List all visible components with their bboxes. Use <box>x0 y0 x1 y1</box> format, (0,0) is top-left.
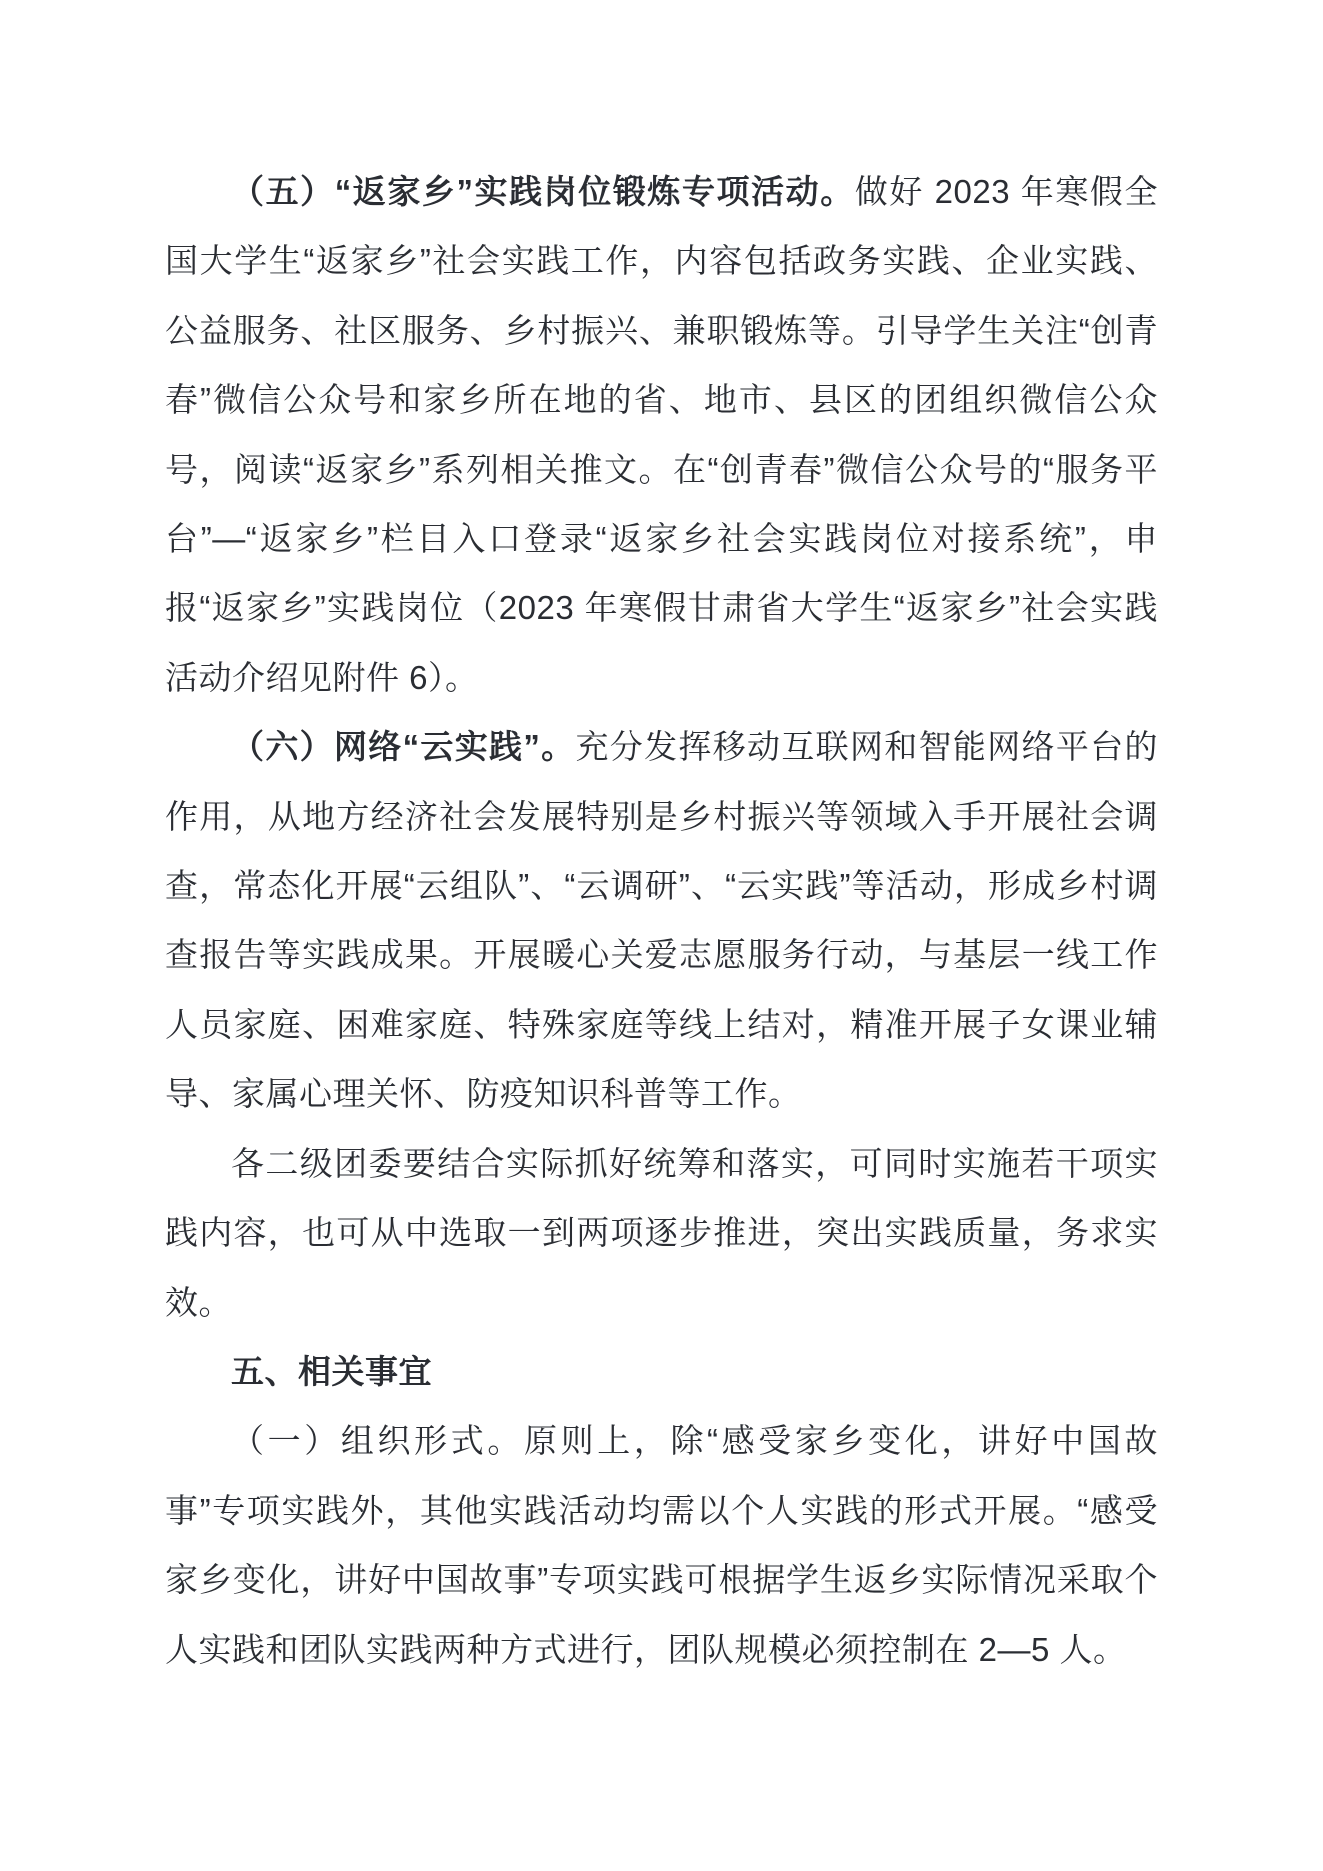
paragraph-summary-text: 各二级团委要结合实际抓好统筹和落实，可同时实施若干项实践内容，也可从中选取一到两项逐步推进，突出实践质量，务求实效。 <box>165 1144 1158 1321</box>
paragraph-item-5 <box>165 157 1158 712</box>
paragraph-org-form-text: （一）组织形式。原则上，除“感受家乡变化，讲好中国故事”专项实践外，其他实践活动均需以个人实践的形式开展。“感受家乡变化，讲好中国故事”专项实践可根据学生返乡实际情况采取个人实践和团队实践两种方式进行，团队规模必须控制在 2—5 人。 <box>165 1422 1158 1668</box>
paragraph-item-6-text: 充分发挥移动互联网和智能网络平台的作用，从地方经济社会发展特别是乡村振兴等领域入手开展社会调查，常态化开展“云组队”、“云调研”、“云实践”等活动，形成乡村调查报告等实践成果。开展暖心关爱志愿服务行动，与基层一线工作人员家庭、困难家庭、特殊家庭等线上结对，精准开展子女课业辅导、家属心理关怀、防疫知识科普等工作。 <box>165 728 1159 1113</box>
section-heading-5-text: 五、相关事宜 <box>231 1352 432 1390</box>
paragraph-org-form <box>165 1406 1158 1684</box>
paragraph-item-6 <box>165 712 1158 1128</box>
paragraph-summary <box>165 1129 1158 1337</box>
paragraph-item-5-lead: （五）“返家乡”实践岗位锻炼专项活动。 <box>231 173 855 210</box>
document-body <box>165 157 1158 1684</box>
paragraph-item-5-text: 做好 2023 年寒假全国大学生“返家乡”社会实践工作，内容包括政务实践、企业实践、公益服务、社区服务、乡村振兴、兼职锻炼等。引导学生关注“创青春”微信公众号和家乡所在地的省、地市、县区的团组织微信公众号，阅读“返家乡”系列相关推文。在“创青春”微信公众号的“服务平台”—“返家乡”栏目入口登录“返家乡社会实践岗位对接系统”，申报“返家乡”实践岗位（2023 年寒假甘肃省大学生“返家乡”社会实践活动介绍见附件 6）。 <box>165 173 1159 696</box>
section-heading-5 <box>165 1337 1158 1406</box>
paragraph-item-6-lead: （六）网络“云实践”。 <box>231 728 576 766</box>
